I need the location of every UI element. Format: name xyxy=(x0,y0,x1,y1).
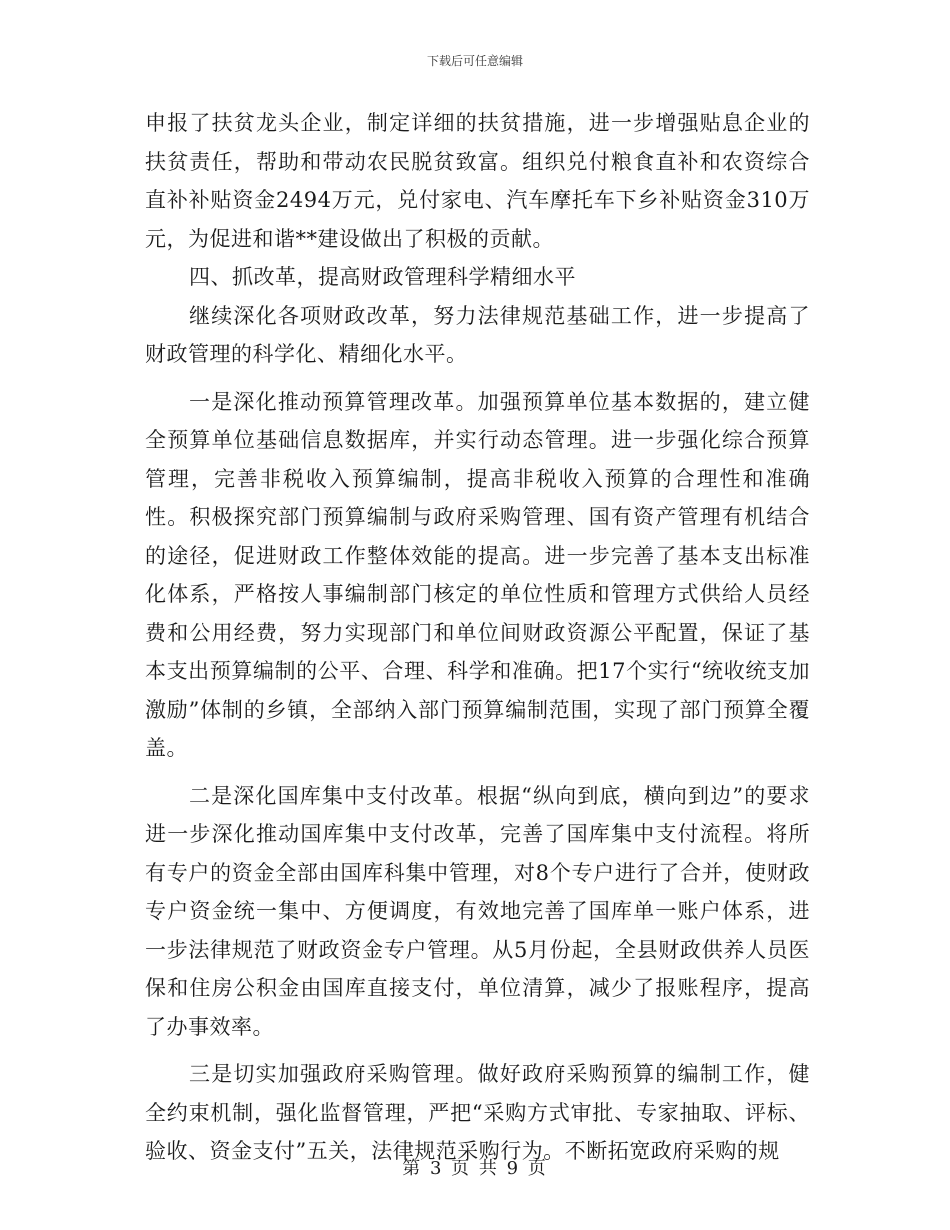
page-number-footer: 第 3 页 共 9 页 xyxy=(402,1158,548,1179)
paragraph-intro: 继续深化各项财政改革，努力法律规范基础工作，进一步提高了财政管理的科学化、精细化水平。 xyxy=(145,303,810,366)
paragraph-budget-reform: 一是深化推动预算管理改革。加强预算单位基本数据的，建立健全预算单位基础信息数据库，并实行动态管理。进一步强化综合预算管理，完善非税收入预算编制，提高非税收入预算的合理性和准确性。积极探究部门预算编制与政府采购管理、国有资产管理有机结合的途径，促进财政工作整体效能的提高。进一步完善了基本支出标准化体系，严格按人事编制部门核定的单位性质和管理方式供给人员经费和公用经费，努力实现部门和单位间财政资源公平配置，保证了基本支出预算编制的公平、合理、科学和准确。把17个实行“统收统支加激励”体制的乡镇，全部纳入部门预算编制范围，实现了部门预算全覆盖。 xyxy=(145,389,810,760)
paragraph-procurement: 三是切实加强政府采购管理。做好政府采购预算的编制工作，健全约束机制，强化监督管理，严把“采购方式审批、专家抽取、评标、验收、资金支付”五关，法律规范采购行为。不断拓宽政府采购的规 xyxy=(145,1062,810,1163)
paragraph-continuation: 申报了扶贫龙头企业，制定详细的扶贫措施，进一步增强贴息企业的扶贫责任，帮助和带动农民脱贫致富。组织兑付粮食直补和农资综合直补补贴资金2494万元，兑付家电、汽车摩托车下乡补贴资金310万元，为促进和谐**建设做出了积极的贡献。 xyxy=(145,111,810,251)
section-heading: 四、抓改革，提高财政管理科学精细水平 xyxy=(189,265,576,289)
page-header: 下载后可任意编辑 xyxy=(426,54,523,68)
document-body xyxy=(145,104,810,1171)
paragraph-treasury-reform: 二是深化国库集中支付改革。根据“纵向到底，横向到边”的要求进一步深化推动国库集中支付改革，完善了国库集中支付流程。将所有专户的资金全部由国库科集中管理，对8个专户进行了合并，使财政专户资金统一集中、方便调度，有效地完善了国库单一账户体系，进一步法律规范了财政资金专户管理。从5月份起，全县财政供养人员医保和住房公积金由国库直接支付，单位清算，减少了报账程序，提高了办事效率。 xyxy=(145,783,810,1039)
